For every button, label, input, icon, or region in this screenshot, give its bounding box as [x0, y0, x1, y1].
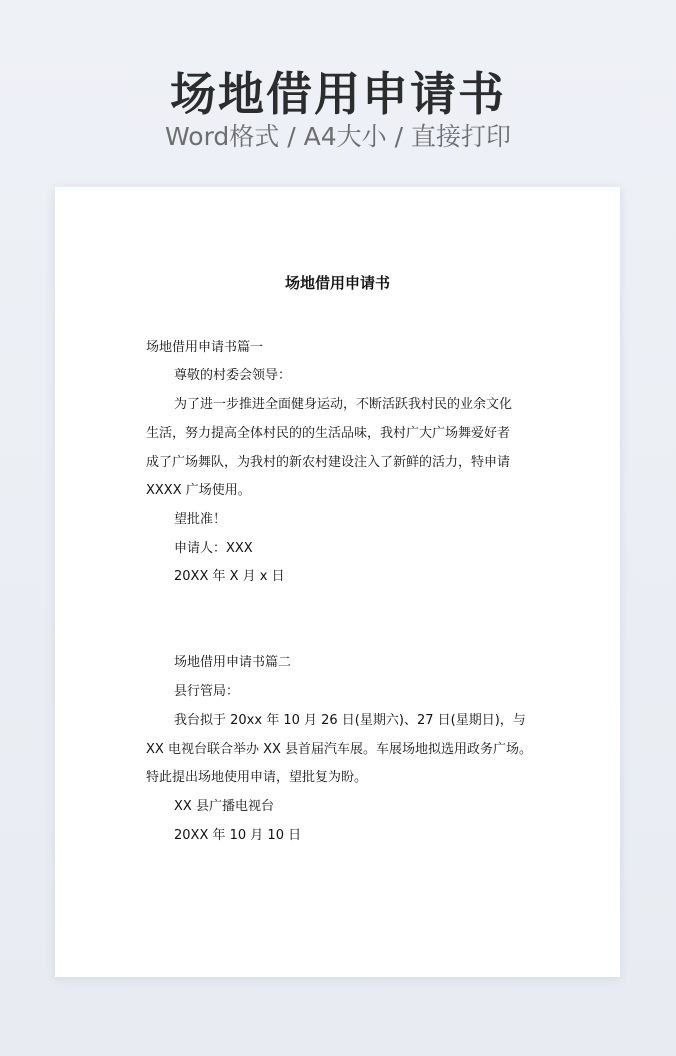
part1-applicant: 申请人：XXX [174, 541, 253, 556]
header-subtitle: Word格式 / A4大小 / 直接打印 [165, 122, 511, 151]
part1-salutation: 尊敬的村委会领导： [174, 368, 292, 383]
part1-closing: 望批准！ [174, 512, 227, 527]
document-title: 场地借用申请书 [284, 274, 390, 292]
part2-body-line-3: 特此提出场地使用申请，望批复为盼。 [146, 770, 368, 785]
document-page [55, 187, 620, 977]
part1-body-line-4: XXXX 广场使用。 [146, 483, 251, 498]
part2-heading: 场地借用申请书篇二 [174, 655, 292, 670]
part1-heading: 场地借用申请书篇一 [146, 340, 264, 355]
part2-salutation: 县行管局： [174, 684, 240, 699]
part2-date: 20XX 年 10 月 10 日 [174, 828, 302, 843]
part1-body-line-2: 生活，努力提高全体村民的的生活品味，我村广大广场舞爱好者 [146, 426, 511, 441]
part1-body-line-1: 为了进一步推进全面健身运动，不断活跃我村民的业余文化 [174, 397, 513, 412]
part2-body-line-2: XX 电视台联合举办 XX 县首届汽车展。车展场地拟选用政务广场。 [146, 742, 533, 757]
part2-signature: XX 县广播电视台 [174, 799, 274, 814]
part2-body-line-1: 我台拟于 20xx 年 10 月 26 日(星期六)、27 日(星期日)，与 [174, 713, 526, 728]
part1-body-line-3: 成了广场舞队，为我村的新农村建设注入了新鲜的活力，特申请 [146, 455, 511, 470]
part1-date: 20XX 年 X 月 x 日 [174, 569, 285, 584]
header-title: 场地借用申请书 [170, 67, 506, 121]
